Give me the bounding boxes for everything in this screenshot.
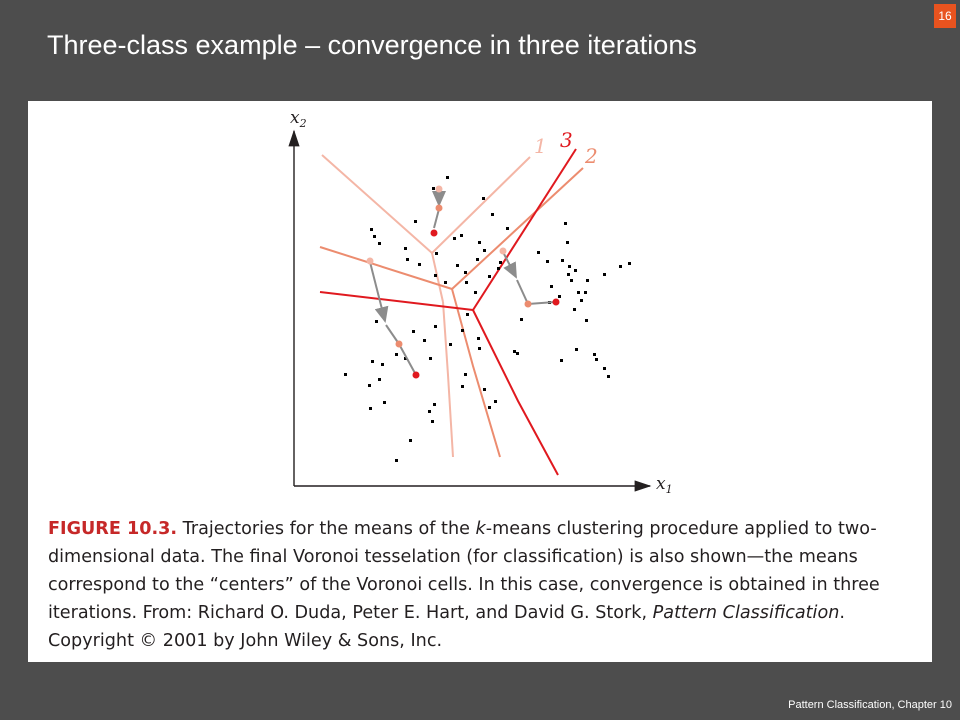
caption-k: k	[475, 519, 486, 539]
footer-text: Pattern Classification, Chapter 10	[788, 699, 952, 711]
figure-caption	[48, 515, 920, 655]
voronoi-iteration-2	[320, 168, 583, 457]
page-number: 16	[934, 4, 956, 28]
boundary-label-3: 3	[560, 128, 573, 152]
caption-text-3: . Copyright © 2001 by John Wiley & Sons, Inc.	[48, 603, 845, 651]
cluster-1-mean-iteration-2	[436, 205, 443, 212]
data-points	[344, 176, 631, 462]
y-axis-label: $x_2$	[290, 108, 307, 130]
figure-label: FIGURE 10.3.	[48, 519, 178, 539]
slide-title: Three-class example – convergence in three iterations	[47, 30, 697, 60]
caption-text-2: -means clustering procedure applied to two-dimensional data. The final Voronoi tesselation (for classification) is also shown—the means correspond to the “centers” of the Voronoi cells. In this case, convergence is obtained in three iterations. From: Richard O. Duda, Peter E. Hart, and David G. Stork,	[48, 519, 880, 623]
voronoi-iteration-1	[322, 155, 530, 457]
cluster-1-mean-final	[431, 230, 438, 237]
cluster-2-mean-iteration-2	[396, 341, 403, 348]
caption-book-title: Pattern Classification	[652, 603, 840, 623]
cluster-3-mean-iteration-1	[500, 248, 507, 255]
cluster-1-mean-iteration-1	[436, 186, 443, 193]
voronoi-iteration-3	[320, 149, 576, 475]
cluster-3-mean-iteration-2	[525, 301, 532, 308]
cluster-3-mean-final	[553, 299, 560, 306]
cluster-2-mean-iteration-1	[367, 258, 374, 265]
x-axis-label: $x_1$	[656, 474, 673, 496]
caption-text-1: Trajectories for the means of the	[177, 519, 476, 539]
cluster-2-mean-final	[413, 372, 420, 379]
boundary-label-2: 2	[585, 144, 598, 168]
figure-panel	[28, 101, 932, 662]
boundary-label-1: 1	[534, 134, 547, 158]
mean-markers	[367, 186, 560, 379]
